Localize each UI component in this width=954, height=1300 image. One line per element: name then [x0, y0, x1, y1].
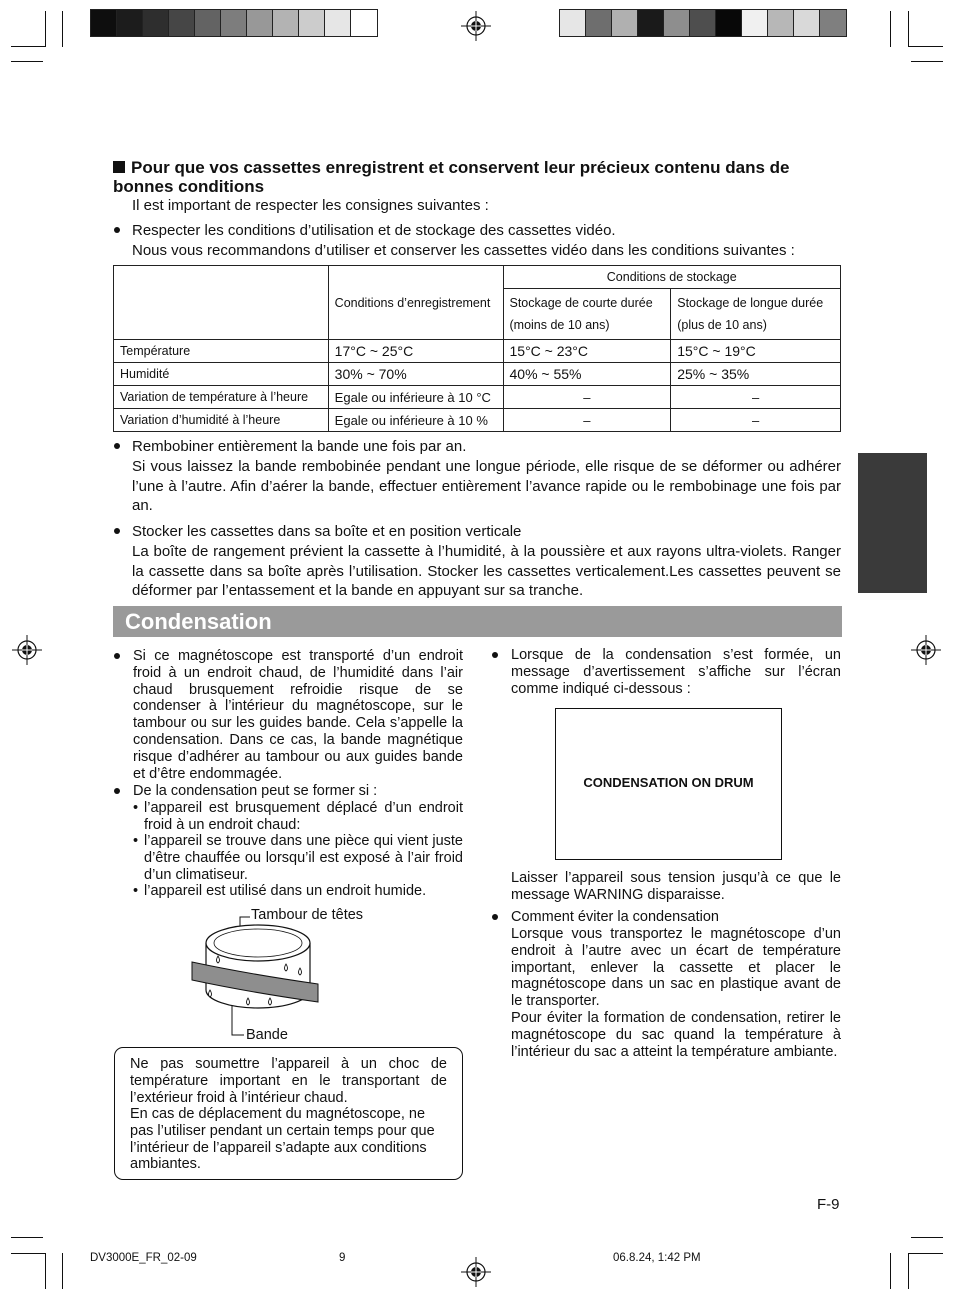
color-swatch	[560, 10, 586, 36]
crop-mark	[908, 46, 943, 47]
cell-recording: Egale ou inférieure à 10 %	[328, 409, 503, 432]
crop-mark	[908, 11, 909, 47]
condensation-left-sub2: l’appareil se trouve dans une pièce qui vient juste d’être chauffée ou lorsqu’il est exposé à l’air froid d’un climatiseur.	[144, 833, 463, 883]
cell-short: –	[503, 386, 671, 409]
color-calibration-bar-right	[559, 9, 847, 37]
color-calibration-bar-left	[90, 9, 378, 37]
crop-mark	[890, 11, 891, 47]
condensation-title-band	[113, 606, 842, 637]
bullet-icon	[492, 914, 498, 920]
color-swatch	[299, 10, 325, 36]
registration-mark-icon	[461, 1257, 491, 1287]
color-swatch	[742, 10, 768, 36]
color-swatch	[143, 10, 169, 36]
warning-p1: Ne pas soumettre l’appareil à un choc de température important en le transportant de l’extérieur froid à l’intérieur chaud.	[130, 1056, 447, 1106]
table-header-recording: Conditions d’enregistrement	[328, 266, 503, 340]
square-bullet-icon	[113, 161, 125, 173]
crop-mark	[908, 1253, 909, 1289]
table-header-long: Stockage de longue durée (plus de 10 ans)	[671, 289, 841, 340]
condensation-title: Condensation	[125, 609, 272, 634]
cell-long: –	[671, 409, 841, 432]
crop-mark	[11, 1253, 46, 1254]
tv-screen-display	[555, 708, 782, 860]
cell-short: 15°C ~ 23°C	[503, 340, 671, 363]
row-label: Variation de température à l’heure	[114, 386, 329, 409]
color-swatch	[169, 10, 195, 36]
storage-conditions-table	[113, 265, 841, 432]
color-swatch	[247, 10, 273, 36]
color-swatch	[91, 10, 117, 36]
head-drum-illustration	[188, 910, 324, 1040]
crop-mark	[11, 61, 43, 62]
footer-file: DV3000E_FR_02-09	[90, 1252, 197, 1264]
color-swatch	[273, 10, 299, 36]
condensation-left-p2: De la condensation peut se former si :	[133, 783, 378, 799]
warning-p2: En cas de déplacement du magnétoscope, ne pas l’utiliser pendant un certain temps pour que l’intérieur de l’appareil s’adapte aux conditions ambiantes.	[130, 1106, 435, 1173]
storage-bullet2-text: Si vous laissez la bande rembobinée pendant une longue période, elle risque de se déformer ou adhérer l’une à l’autre. Afin d’aérer la bande, effectuer entièrement l’avance rapide ou le rembobinage une fois par an.	[132, 458, 841, 514]
color-swatch	[664, 10, 690, 36]
crop-mark	[911, 61, 943, 62]
color-swatch	[768, 10, 794, 36]
storage-bullet1-line1: Respecter les conditions d’utilisation et de stockage des cassettes vidéo.	[132, 222, 616, 239]
crop-mark	[62, 11, 63, 47]
bullet-icon	[114, 788, 120, 794]
bullet-icon	[114, 653, 120, 659]
color-swatch	[195, 10, 221, 36]
cell-short: 40% ~ 55%	[503, 363, 671, 386]
cell-long: 15°C ~ 19°C	[671, 340, 841, 363]
footer-date: 06.8.24, 1:42 PM	[613, 1252, 701, 1264]
tape-label: Bande	[246, 1027, 288, 1043]
color-swatch	[820, 10, 846, 36]
color-swatch	[794, 10, 820, 36]
storage-intro: Il est important de respecter les consignes suivantes :	[132, 197, 489, 214]
storage-bullet1-line2: Nous vous recommandons d’utiliser et conserver les cassettes vidéo dans les conditions suivantes :	[132, 242, 795, 259]
bullet-icon	[114, 443, 120, 449]
color-swatch	[351, 10, 377, 36]
footer-sheet: 9	[339, 1252, 346, 1264]
cell-short: –	[503, 409, 671, 432]
condensation-right-p3-text: Lorsque vous transportez le magnétoscope d’un endroit à l’autre avec un écart de température important, enlever la cassette et placer le magnétoscope dans un sac en plastique avant de le transporter.	[511, 926, 841, 1010]
crop-mark	[11, 1237, 43, 1238]
color-swatch	[638, 10, 664, 36]
condensation-left-sub3: l’appareil est utilisé dans un endroit humide.	[144, 883, 427, 899]
color-swatch	[117, 10, 143, 36]
storage-bullet2-title: Rembobiner entièrement la bande une fois par an.	[132, 438, 467, 455]
page-number: F-9	[817, 1196, 840, 1213]
crop-mark	[11, 46, 46, 47]
row-label: Humidité	[114, 363, 329, 386]
table-header-short: Stockage de courte durée (moins de 10 ans)	[503, 289, 671, 340]
crop-mark	[45, 1253, 46, 1289]
storage-heading: Pour que vos cassettes enregistrent et conservent leur précieux contenu dans de bonnes conditions	[113, 158, 790, 196]
crop-mark	[908, 1253, 943, 1254]
storage-bullet3-text: La boîte de rangement prévient la cassette à l’humidité, à la poussière et aux rayons ultra-violets. Ranger la cassette dans sa boîte après l’utilisation. Stocker les cassettes verticalement.Les cassettes peuvent se déformer par l’entassement et la bande en appuyant sur sa tranche.	[132, 543, 841, 599]
color-swatch	[325, 10, 351, 36]
registration-mark-icon	[12, 635, 42, 665]
row-label: Température	[114, 340, 329, 363]
table-header-storage: Conditions de stockage	[503, 266, 841, 289]
sub-bullet-icon: •	[133, 883, 139, 899]
condensation-right-p3-title: Comment éviter la condensation	[511, 909, 719, 925]
row-label: Variation d’humidité à l’heure	[114, 409, 329, 432]
drum-label: Tambour de têtes	[251, 907, 364, 923]
registration-mark-icon	[911, 635, 941, 665]
cell-long: –	[671, 386, 841, 409]
registration-mark-icon	[461, 11, 491, 41]
color-swatch	[586, 10, 612, 36]
table-row	[114, 340, 841, 363]
condensation-right-p4: Pour éviter la formation de condensation, retirer le magnétoscope du sac quand la température à l’intérieur du sac a atteint la température ambiante.	[511, 1010, 841, 1060]
crop-mark	[62, 1253, 63, 1289]
color-swatch	[612, 10, 638, 36]
bullet-icon	[492, 652, 498, 658]
cell-recording: Egale ou inférieure à 10 °C	[328, 386, 503, 409]
condensation-right-p1: Lorsque de la condensation s’est formée, un message d’avertissement s’affiche sur l’écran comme indiqué ci-dessous :	[511, 647, 841, 697]
table-empty-cell	[114, 266, 329, 340]
bullet-icon	[114, 528, 120, 534]
crop-mark	[45, 11, 46, 47]
cell-long: 25% ~ 35%	[671, 363, 841, 386]
screen-message: CONDENSATION ON DRUM	[583, 775, 754, 790]
sub-bullet-icon: •	[133, 833, 139, 849]
cell-recording: 17°C ~ 25°C	[328, 340, 503, 363]
color-swatch	[716, 10, 742, 36]
color-swatch	[221, 10, 247, 36]
bullet-icon	[114, 227, 120, 233]
sub-bullet-icon: •	[133, 800, 139, 816]
condensation-left-p1: Si ce magnétoscope est transporté d’un endroit froid à un endroit chaud, de l’humidité dans l’air chaud brusquement refroidie risque de se condenser à l’intérieur du magnétoscope, sur le tambour ou sur les guides bande. Cela s’appelle la condensation. Dans ce cas, la bande magnétique risque d’adhérer au tambour ou aux guides bande et d’être endommagée.	[133, 648, 463, 782]
condensation-left-sub1: l’appareil est brusquement déplacé d’un endroit froid à un endroit chaud:	[144, 800, 463, 833]
table-row	[114, 409, 841, 432]
crop-mark	[911, 1237, 943, 1238]
table-row	[114, 386, 841, 409]
cell-recording: 30% ~ 70%	[328, 363, 503, 386]
warning-box	[114, 1047, 463, 1180]
storage-bullet3-title: Stocker les cassettes dans sa boîte et en position verticale	[132, 523, 522, 540]
condensation-right-p2: Laisser l’appareil sous tension jusqu’à ce que le message WARNING disparaisse.	[511, 870, 841, 903]
color-swatch	[690, 10, 716, 36]
chapter-side-tab	[858, 453, 927, 593]
crop-mark	[890, 1253, 891, 1289]
table-row	[114, 363, 841, 386]
